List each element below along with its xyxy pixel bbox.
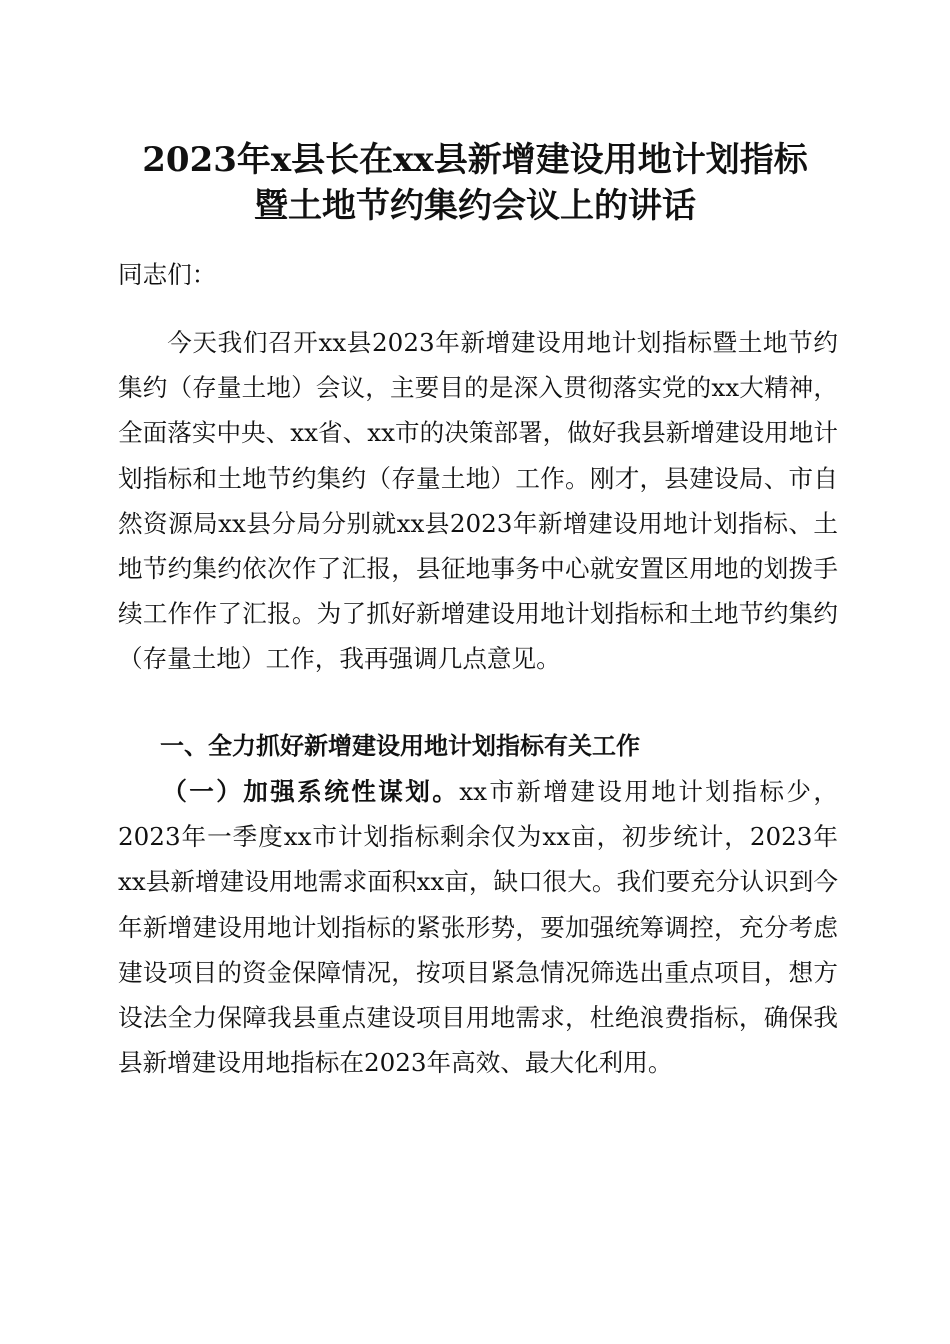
paragraph-subsection-1 (118, 769, 838, 1085)
paragraph-intro: 今天我们召开xx县2023年新增建设用地计划指标暨土地节约集约（存量土地）会议，主要目的是深入贯彻落实党的xx大精神，全面落实中央、xx省、xx市的决策部署，做好我县新增建设用地计划指标和土地节约集约（存量土地）工作。刚才，县建设局、市自然资源局xx县分局分别就xx县2023年新增建设用地计划指标、土地节约集约依次作了汇报，县征地事务中心就安置区用地的划拨手续工作作了汇报。为了抓好新增建设用地计划指标和土地节约集约（存量土地）工作，我再强调几点意见。 (118, 328, 838, 674)
document-title-line-1: 2023年x县长在xx县新增建设用地计划指标 (142, 140, 808, 180)
subsection-body-1: xx市新增建设用地计划指标少，2023年一季度xx市计划指标剩余仅为xx亩，初步统计，2023年xx县新增建设用地需求面积xx亩，缺口很大。我们要充分认识到今年新增建设用地计划指标的紧张形势，要加强统筹调控，充分考虑建设项目的资金保障情况，按项目紧急情况筛选出重点项目，想方设法全力保障我县重点建设项目用地需求，杜绝浪费指标，确保我县新增建设用地指标在2023年高效、最大化利用。 (118, 777, 838, 1078)
section-heading-1: 一、全力抓好新增建设用地计划指标有关工作 (160, 732, 640, 760)
salutation: 同志们： (118, 260, 217, 289)
document-title-line-2: 暨土地节约集约会议上的讲话 (254, 186, 696, 226)
subsection-heading-1: （一）加强系统性谋划。 (162, 777, 460, 806)
